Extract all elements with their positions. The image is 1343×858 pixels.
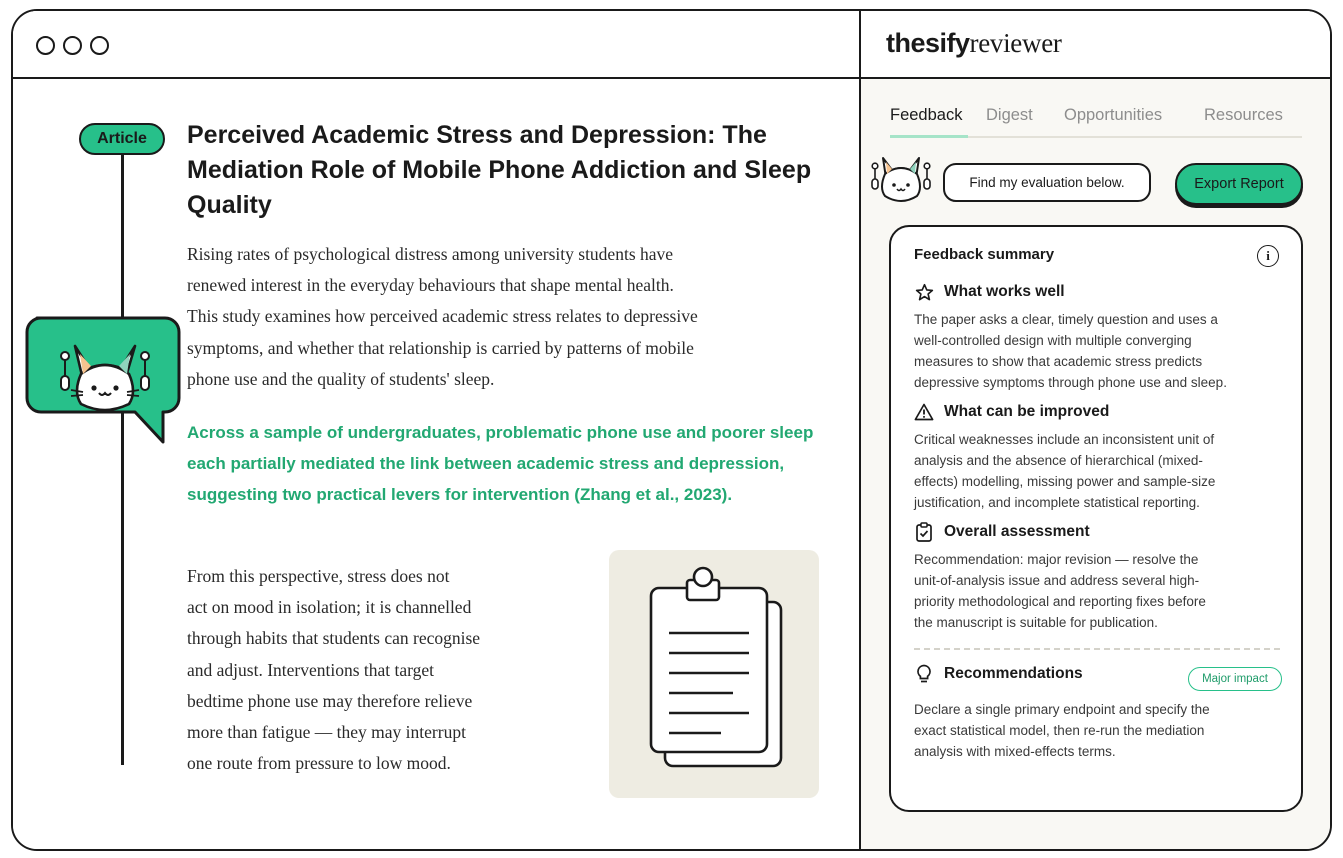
text-line: From this perspective, stress does not xyxy=(187,566,450,586)
reviewer-tabs xyxy=(890,106,1302,138)
text-line: the manuscript is suitable for publication. xyxy=(914,615,1158,630)
section-body xyxy=(914,429,1286,513)
window-dot[interactable] xyxy=(36,36,55,55)
info-icon[interactable]: i xyxy=(1257,245,1279,267)
text-line: through habits that students can recognise xyxy=(187,628,481,649)
app-window xyxy=(11,9,1332,851)
lightbulb-icon xyxy=(914,664,934,684)
section-what-works-well xyxy=(914,281,1286,393)
section-title: Recommendations xyxy=(944,665,1083,682)
clipboard-check-icon xyxy=(914,522,934,542)
tab-resources[interactable]: Resources xyxy=(1204,106,1283,124)
text-line: measures to show that academic stress predicts xyxy=(914,354,1203,369)
section-overall-assessment xyxy=(914,521,1286,633)
text-line: This study examines how perceived academic stress relates to depressive xyxy=(187,306,698,327)
window-controls xyxy=(36,36,109,55)
star-icon xyxy=(914,282,934,302)
highlight-quote: Across a sample of undergraduates, problematic phone use and poorer sleep each partially mediated the link between academic stress and depression, suggesting two practical levers for intervention (Zhang et al., 2023). xyxy=(187,423,814,504)
text-line: renewed interest in the everyday behaviours that shape mental health. xyxy=(187,275,674,296)
text-line: priority methodological and reporting fixes before xyxy=(914,594,1206,609)
article-pane xyxy=(13,11,860,849)
text-line: Rising rates of psychological distress among university students have xyxy=(187,244,674,264)
article-tag: Article xyxy=(79,123,165,155)
text-line: well-controlled design with multiple converging xyxy=(914,333,1192,348)
window-dot[interactable] xyxy=(63,36,82,55)
text-line: symptoms, and whether that relationship is carried by patterns of mobile xyxy=(187,337,694,358)
text-line: analysis with mixed-effects terms. xyxy=(914,744,1116,759)
text-line: unit-of-analysis issue and address several high- xyxy=(914,573,1200,588)
reviewer-header xyxy=(861,11,1330,79)
text-line: and adjust. Interventions that target xyxy=(187,659,435,680)
section-title: What can be improved xyxy=(944,403,1110,420)
text-line: The paper asks a clear, timely question and uses a xyxy=(914,312,1218,327)
tab-feedback[interactable]: Feedback xyxy=(890,106,963,124)
feedback-summary-card xyxy=(889,225,1303,812)
cat-avatar-icon xyxy=(870,156,932,210)
section-title: Overall assessment xyxy=(944,523,1090,540)
window-dot[interactable] xyxy=(90,36,109,55)
text-line: exact statistical model, then re-run the mediation xyxy=(914,723,1205,738)
article-body xyxy=(187,561,557,779)
section-body xyxy=(914,549,1286,633)
text-line: phone use and the quality of students' sleep. xyxy=(187,368,495,389)
summary-title: Feedback summary xyxy=(914,246,1055,263)
export-report-button[interactable]: Export Report xyxy=(1175,163,1303,205)
section-body xyxy=(914,699,1286,762)
mascot-bubble xyxy=(25,316,183,450)
text-line: depressive symptoms through phone use and sleep. xyxy=(914,375,1227,390)
tab-opportunities[interactable]: Opportunities xyxy=(1064,106,1163,124)
text-line: one route from pressure to low mood. xyxy=(187,753,451,774)
reviewer-pane xyxy=(861,11,1330,849)
article-title: Perceived Academic Stress and Depression: The Mediation Role of Mobile Phone Addiction and Sleep Quality xyxy=(187,121,812,219)
text-line: Recommendation: major revision — resolve the xyxy=(914,552,1199,567)
text-line: justification, and incomplete statistical reporting. xyxy=(914,495,1200,510)
window-toolbar xyxy=(13,11,860,79)
text-line: Critical weaknesses include an inconsistent unit of xyxy=(914,432,1215,447)
evaluation-prompt: Find my evaluation below. xyxy=(943,163,1151,202)
text-line: effects) modelling, missing power and sample-size xyxy=(914,474,1216,489)
text-line: Declare a single primary endpoint and specify the xyxy=(914,702,1210,717)
article-intro xyxy=(187,239,787,395)
brand-name: thesify xyxy=(886,28,970,58)
section-body xyxy=(914,309,1286,393)
tab-digest[interactable]: Digest xyxy=(986,106,1033,124)
section-title: What works well xyxy=(944,283,1065,300)
clipboard-illustration xyxy=(609,550,819,798)
text-line: more than fatigue — they may interrupt xyxy=(187,722,466,743)
cat-mascot-icon xyxy=(25,316,183,446)
clipboard-icon xyxy=(609,550,819,798)
section-divider xyxy=(914,648,1280,650)
section-what-can-be-improved xyxy=(914,401,1286,513)
brand-product: reviewer xyxy=(969,28,1062,58)
text-line: analysis and the absence of hierarchical (mixed- xyxy=(914,453,1203,468)
timeline-line xyxy=(121,151,124,765)
brand-logo xyxy=(886,28,1062,59)
impact-badge: Major impact xyxy=(1188,667,1282,691)
text-line: bedtime phone use may therefore relieve xyxy=(187,690,473,711)
warning-icon xyxy=(914,402,934,422)
active-tab-indicator xyxy=(890,135,968,138)
text-line: act on mood in isolation; it is channelled xyxy=(187,597,472,618)
